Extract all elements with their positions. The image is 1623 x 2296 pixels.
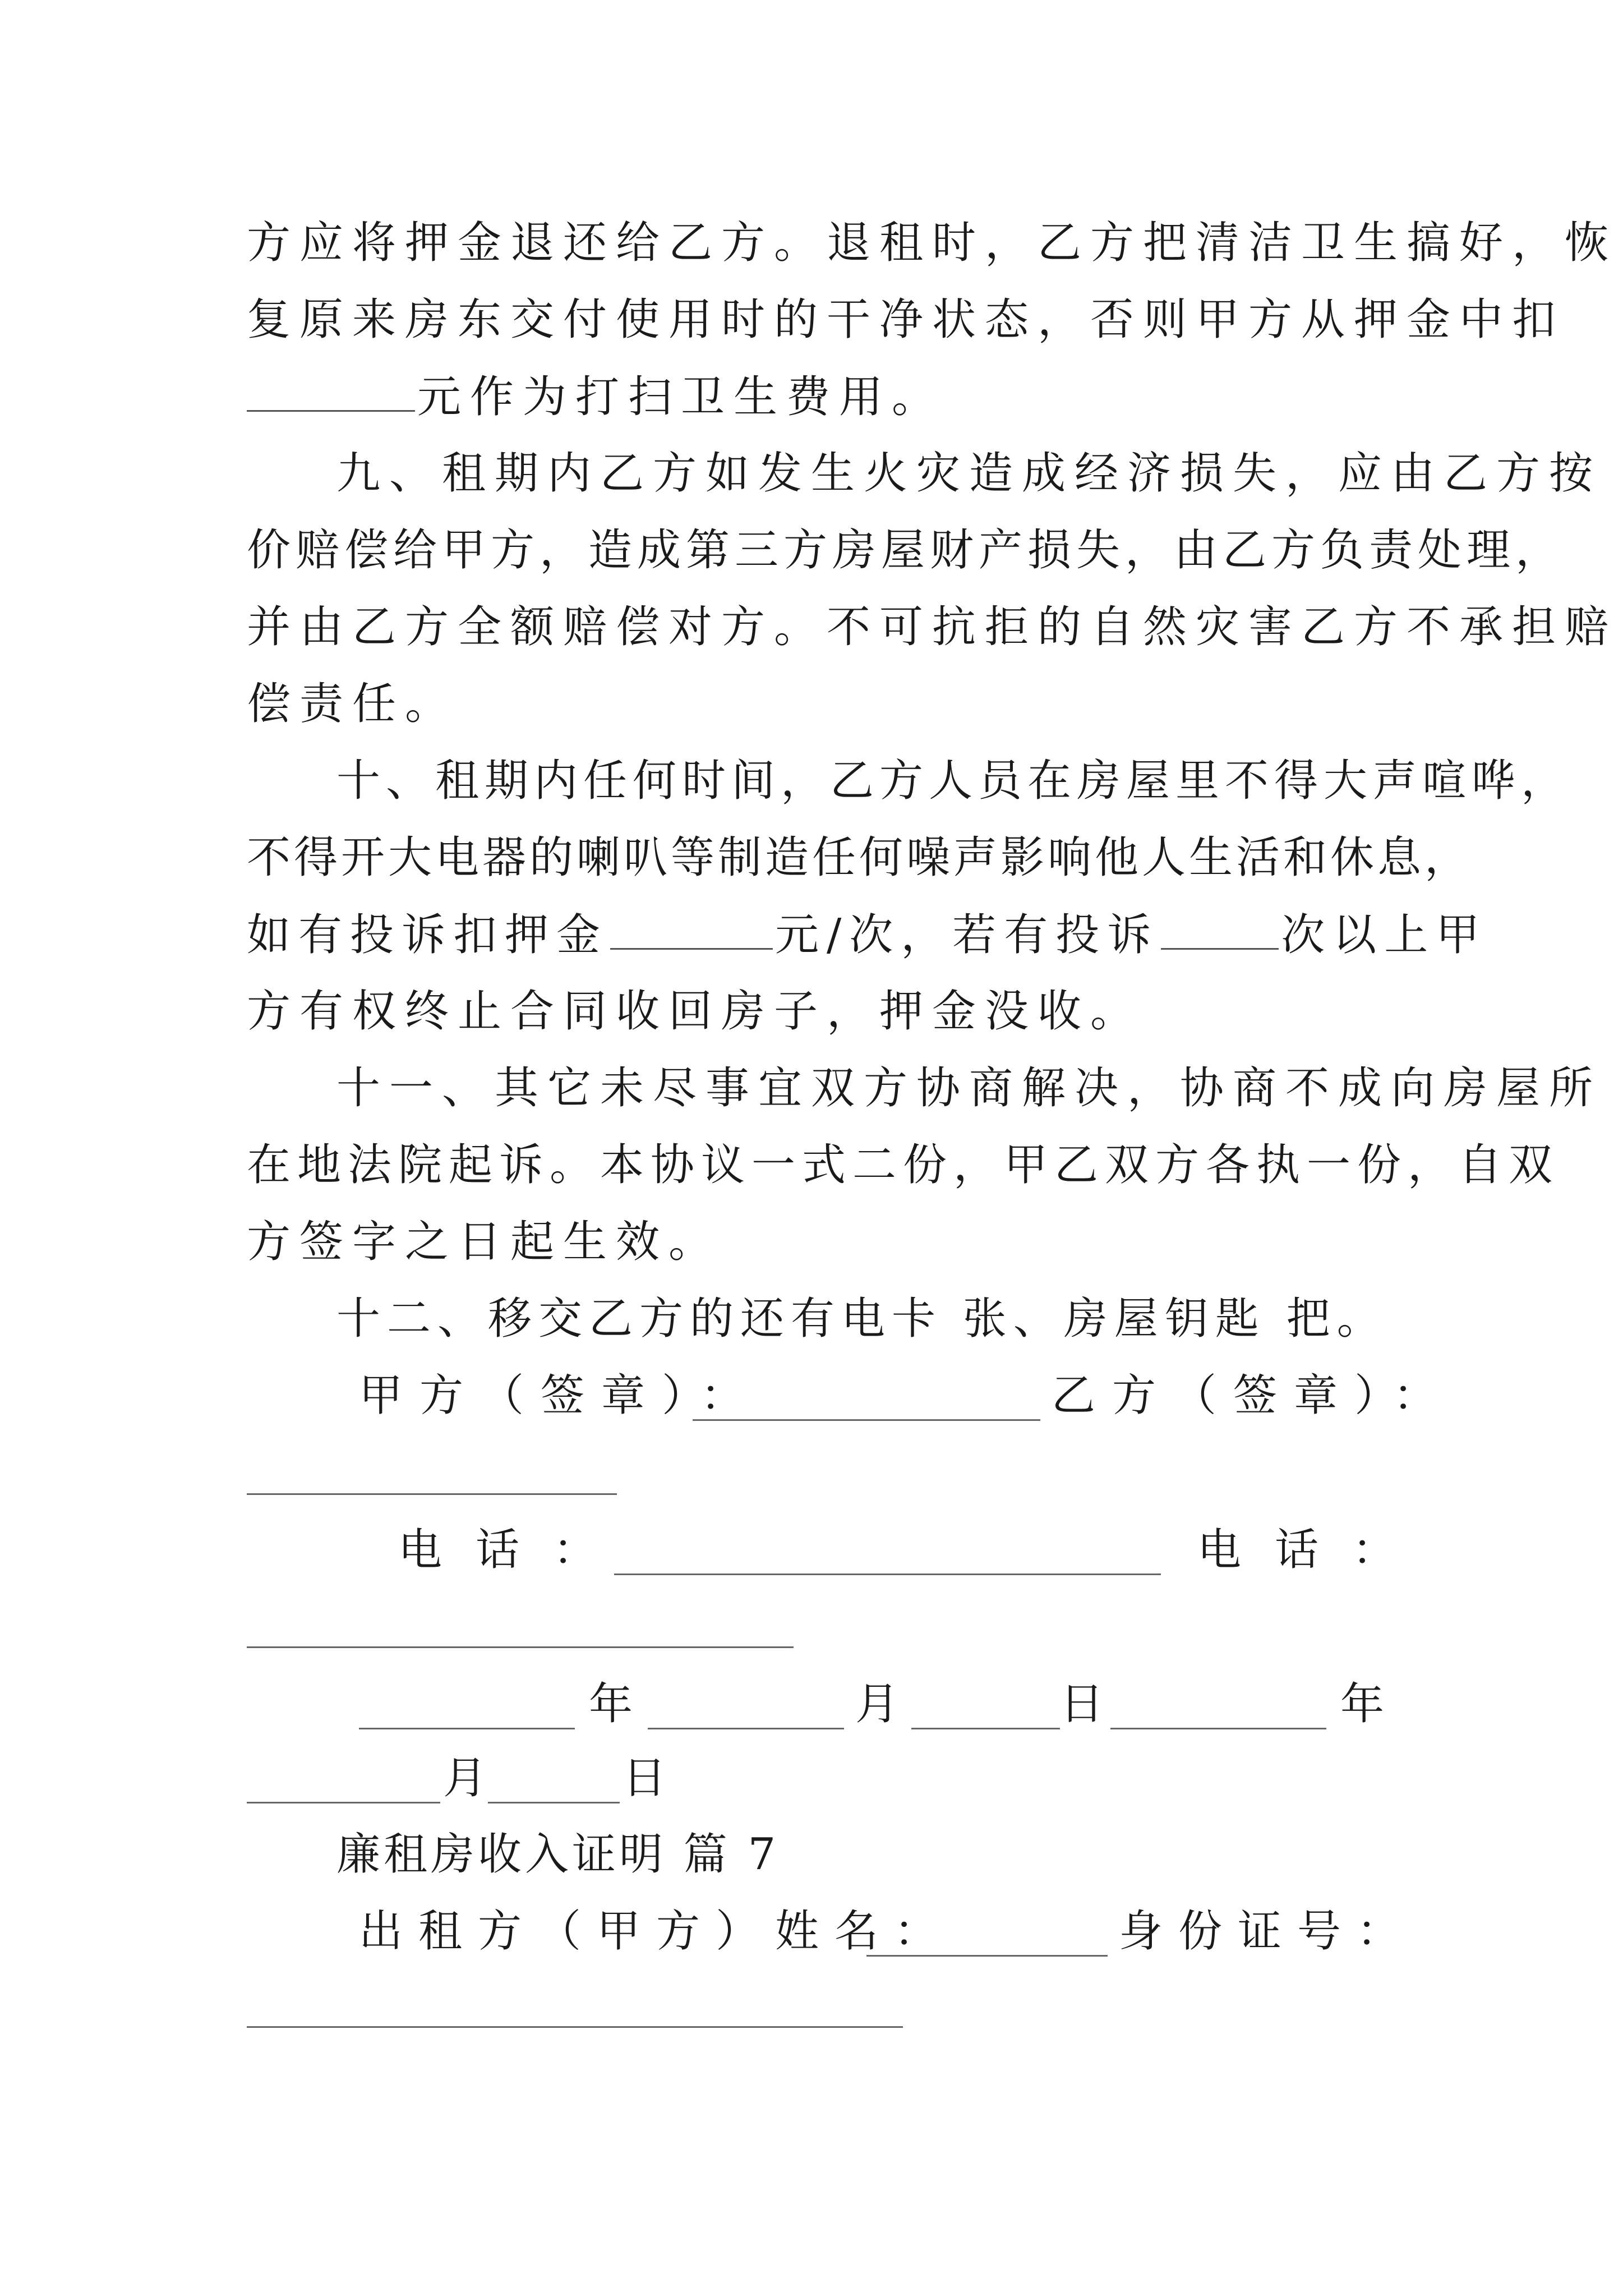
clause-9-line-1: 九、租期内乙方如发生火灾造成经济损失，应由乙方按 (336, 448, 1602, 499)
clause-8-line-3 (247, 370, 944, 424)
clause-10-line-2: 不得开大电器的喇叭等制造任何噪声影响他人生活和休息， (247, 832, 1472, 883)
clause-9-line-4: 偿责任。 (247, 679, 458, 729)
clause-12-line-1: 十二、移交乙方的还有电卡 张、房屋钥匙 把。 (336, 1294, 1387, 1344)
section-7-heading: 廉租房收入证明 篇 7 (336, 1829, 780, 1880)
complaint-deduction-label: 如有投诉扣押金 (247, 910, 608, 960)
complaint-deduction-blank (610, 908, 773, 950)
complaint-count-blank (1161, 908, 1279, 950)
clause-10-line-1: 十、租期内任何时间，乙方人员在房屋里不得大声喧哗， (336, 756, 1571, 806)
party-a-phone-line (614, 1573, 1161, 1575)
party-b-year-label: 年 (1340, 1679, 1385, 1729)
party-b-month-line (247, 1802, 440, 1803)
party-b-year-line (1110, 1728, 1326, 1729)
clause-11-line-1: 十一、其它未尽事宜双方协商解决，协商不成向房屋所 (336, 1063, 1602, 1114)
clause-11-line-3: 方签字之日起生效。 (247, 1217, 722, 1267)
party-b-signature-line (247, 1493, 617, 1495)
party-a-day-line (911, 1728, 1060, 1729)
lessor-id-label: 身份证号： (1119, 1906, 1417, 1957)
clause-8-line-2: 复原来房东交付使用时的干净状态，否则甲方从押金中扣 (247, 295, 1565, 345)
clause-11-line-2: 在地法院起诉。本协议一式二份，甲乙双方各执一份，自双 (247, 1140, 1560, 1190)
clause-8-line-1: 方应将押金退还给乙方。退租时，乙方把清洁卫生搞好，恢 (247, 218, 1618, 268)
party-b-signature-label: 乙方（签章）： (1052, 1370, 1454, 1421)
party-a-year-line (359, 1728, 575, 1729)
party-b-day-label: 日 (623, 1753, 667, 1803)
deduction-amount-blank (247, 370, 415, 412)
clause-8-line-3-text: 元作为打扫卫生费用。 (417, 372, 945, 422)
lessor-id-line (247, 2026, 903, 2028)
complaint-unit-label: 元/次，若有投诉 (775, 910, 1159, 960)
party-a-phone-label: 电话： (398, 1525, 631, 1575)
lessor-name-line (866, 1955, 1108, 1957)
party-b-day-line (488, 1802, 620, 1803)
party-a-month-label: 月 (855, 1679, 900, 1729)
clause-10-line-3 (247, 908, 1487, 962)
party-a-signature-line (693, 1419, 1040, 1421)
clause-9-line-2: 价赔偿给甲方，造成第三方房屋财产损失，由乙方负责处理， (247, 525, 1565, 576)
party-a-signature-label: 甲方（签章）： (359, 1370, 762, 1421)
party-a-month-line (648, 1728, 844, 1729)
party-a-year-label: 年 (589, 1679, 633, 1729)
party-b-phone-line (247, 1646, 794, 1648)
party-b-month-label: 月 (443, 1753, 487, 1803)
party-a-day-label: 日 (1060, 1679, 1104, 1729)
party-b-phone-label: 电话： (1197, 1525, 1430, 1575)
complaint-count-label: 次以上甲 (1281, 910, 1488, 960)
clause-9-line-3: 并由乙方全额赔偿对方。不可抗拒的自然灾害乙方不承担赔 (247, 602, 1618, 652)
lessor-name-label: 出租方（甲方）姓名： (359, 1906, 954, 1957)
clause-10-line-4: 方有权终止合同收回房子，押金没收。 (247, 986, 1144, 1037)
